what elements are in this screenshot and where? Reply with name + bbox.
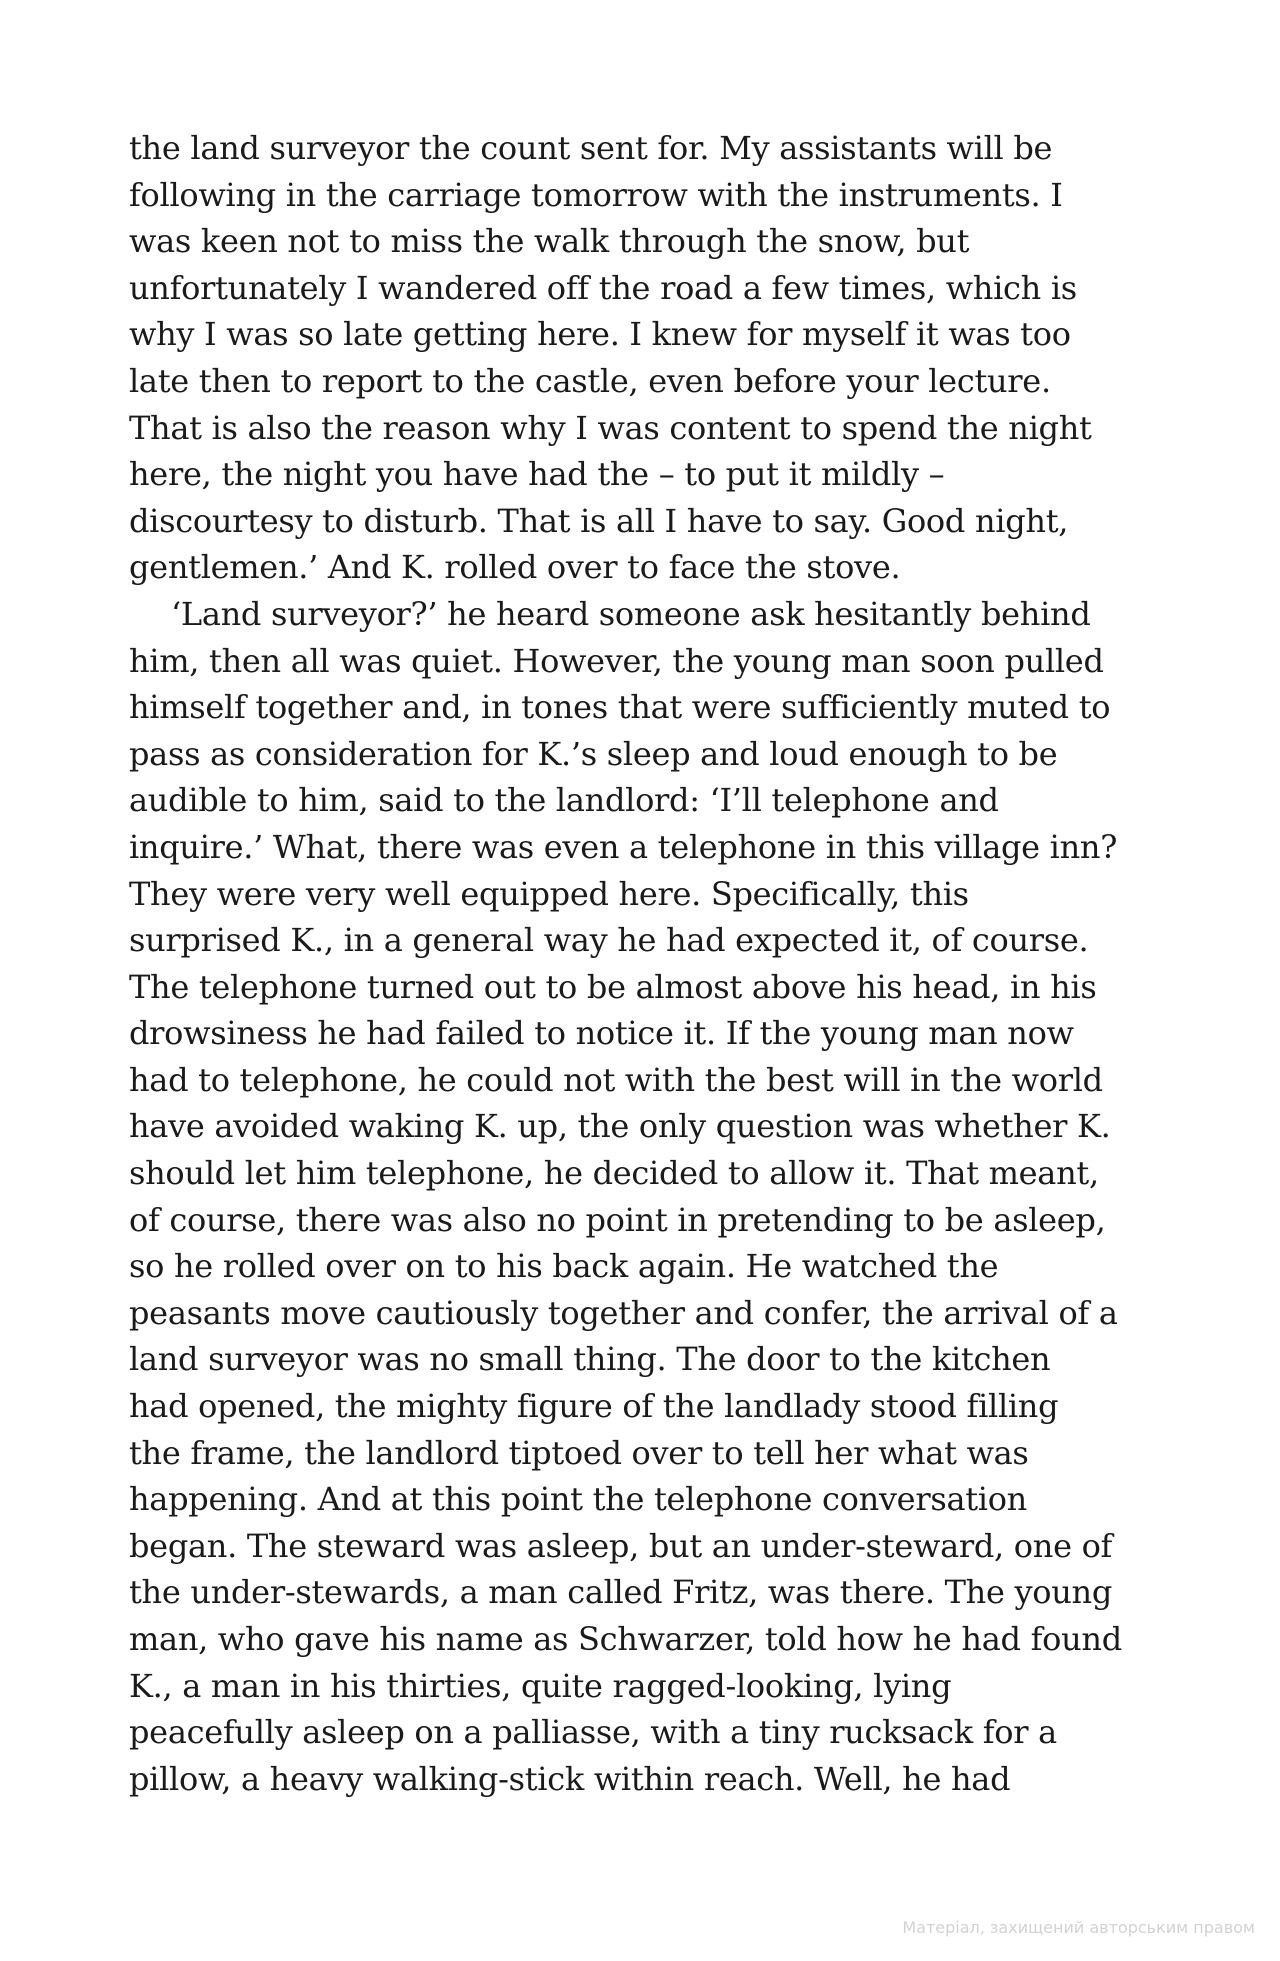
- text-line: have avoided waking K. up, the only question was whether K.: [129, 1107, 1111, 1146]
- text-line: late then to report to the castle, even before your lecture.: [129, 361, 1051, 400]
- text-line: him, then all was quiet. However, the young man soon pulled: [129, 641, 1104, 680]
- text-line: unfortunately I wandered off the road a few times, which is: [129, 268, 1077, 307]
- text-line: had opened, the mighty figure of the landlady stood filling: [129, 1387, 1059, 1426]
- body-text: [129, 125, 1189, 1802]
- text-line: audible to him, said to the landlord: ‘I’ll telephone and: [129, 781, 999, 820]
- text-line: man, who gave his name as Schwarzer, told how he had found: [129, 1620, 1122, 1658]
- text-line: land surveyor was no small thing. The door to the kitchen: [129, 1340, 1051, 1379]
- text-line: why I was so late getting here. I knew for myself it was too: [129, 315, 1071, 354]
- paragraph-start-line: ‘Land surveyor?’ he heard someone ask hesitantly behind: [171, 594, 1091, 633]
- text-line: pass as consideration for K.’s sleep and loud enough to be: [129, 734, 1058, 773]
- text-line: peacefully asleep on a palliasse, with a tiny rucksack for a: [129, 1713, 1057, 1752]
- text-line: discourtesy to disturb. That is all I have to say. Good night,: [129, 501, 1069, 540]
- text-line: here, the night you have had the – to put it mildly –: [129, 455, 945, 494]
- text-line: drowsiness he had failed to notice it. If the young man now: [129, 1014, 1074, 1053]
- text-line: happening. And at this point the telephone conversation: [129, 1480, 1027, 1519]
- copyright-watermark: Матеріал, захищений авторським правом: [902, 1918, 1255, 1937]
- text-line: the land surveyor the count sent for. My assistants will be: [129, 129, 1053, 167]
- text-line: was keen not to miss the walk through the snow, but: [129, 222, 970, 261]
- text-line: K., a man in his thirties, quite ragged-looking, lying: [129, 1666, 952, 1705]
- text-line: gentlemen.’ And K. rolled over to face the stove.: [129, 548, 901, 587]
- text-line: should let him telephone, he decided to allow it. That meant,: [129, 1154, 1099, 1193]
- text-line: They were very well equipped here. Specifically, this: [129, 874, 969, 913]
- text-line: surprised K., in a general way he had expected it, of course.: [129, 921, 1089, 960]
- text-line: inquire.’ What, there was even a telephone in this village inn?: [129, 827, 1118, 866]
- text-line: pillow, a heavy walking-stick within reach. Well, he had: [129, 1759, 1011, 1798]
- text-line: so he rolled over on to his back again. He watched the: [129, 1247, 999, 1286]
- text-line: began. The steward was asleep, but an under-steward, one of: [129, 1526, 1113, 1565]
- text-line: The telephone turned out to be almost above his head, in his: [129, 967, 1097, 1006]
- text-line: following in the carriage tomorrow with the instruments. I: [129, 175, 1063, 214]
- text-line: the under-stewards, a man called Fritz, was there. The young: [129, 1573, 1113, 1612]
- text-line: had to telephone, he could not with the best will in the world: [129, 1060, 1103, 1099]
- text-line: the frame, the landlord tiptoed over to tell her what was: [129, 1433, 1029, 1472]
- text-line: That is also the reason why I was content to spend the night: [129, 408, 1092, 447]
- text-line: of course, there was also no point in pretending to be asleep,: [129, 1200, 1106, 1239]
- text-line: himself together and, in tones that were sufficiently muted to: [129, 688, 1111, 727]
- text-line: peasants move cautiously together and confer, the arrival of a: [129, 1293, 1118, 1332]
